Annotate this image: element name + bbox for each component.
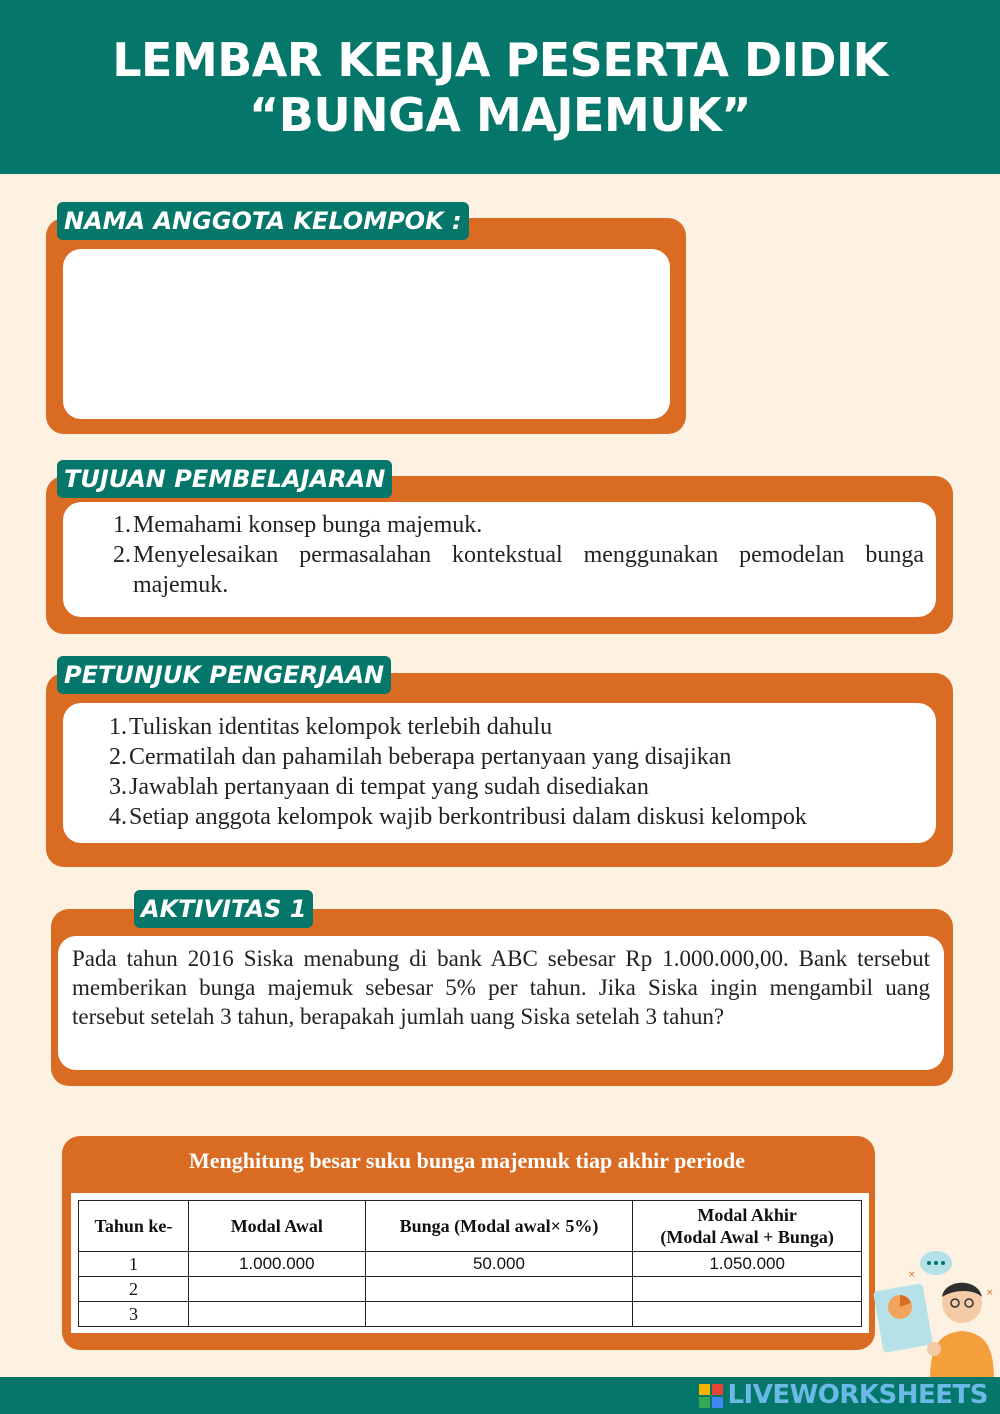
svg-text:×: ×: [908, 1270, 916, 1280]
cell-interest[interactable]: 50.000: [365, 1252, 633, 1277]
cell-final-capital[interactable]: 1.050.000: [633, 1252, 862, 1277]
instruction-item: [101, 802, 926, 832]
instruction-item: [101, 772, 926, 802]
header-year: Tahun ke-: [79, 1201, 189, 1252]
instructions-content: [63, 703, 936, 843]
table-row: [79, 1277, 862, 1302]
cell-interest[interactable]: [365, 1277, 633, 1302]
page-title: [0, 0, 1000, 143]
activity-problem-text: Pada tahun 2016 Siska menabung di bank ABC sebesar Rp 1.000.000,00. Bank tersebut memberikan bunga majemuk sebesar 5% per tahun. Jika Siska ingin mengambil uang tersebut setelah 3 tahun, berapakah jumlah uang Siska setelah 3 tahun?: [72, 946, 930, 1029]
instruction-item: [101, 742, 926, 772]
cell-year: 2: [79, 1277, 189, 1302]
objective-number: 2.: [113, 542, 131, 568]
teacher-illustration: [870, 1245, 998, 1380]
brand-logo: [699, 1377, 988, 1414]
cell-final-capital[interactable]: [633, 1302, 862, 1327]
instruction-number: 1.: [109, 714, 127, 740]
svg-text:×: ×: [986, 1288, 994, 1298]
cell-initial-capital[interactable]: [188, 1302, 365, 1327]
instruction-item: [101, 712, 926, 742]
instruction-text: Setiap anggota kelompok wajib berkontribusi dalam diskusi kelompok: [129, 804, 807, 830]
cell-year: 1: [79, 1252, 189, 1277]
objective-text: Menyelesaikan permasalahan kontekstual menggunakan pemodelan bunga majemuk.: [133, 542, 924, 598]
instruction-number: 3.: [109, 774, 127, 800]
objective-item: [105, 510, 924, 540]
liveworksheets-icon: [699, 1384, 723, 1408]
instruction-text: Cermatilah dan pahamilah beberapa pertanyaan yang disajikan: [129, 744, 732, 770]
objectives-label: TUJUAN PEMBELAJARAN: [57, 460, 392, 498]
table-title: Menghitung besar suku bunga majemuk tiap akhir periode: [188, 1148, 746, 1173]
instructions-list: [101, 712, 926, 832]
table-header-row: [79, 1201, 862, 1252]
interest-table: [78, 1200, 862, 1327]
title-line-2: “BUNGA MAJEMUK”: [249, 88, 751, 142]
members-input[interactable]: [63, 249, 670, 419]
table-row: [79, 1302, 862, 1327]
header-final-capital: [633, 1201, 862, 1252]
page-header: [0, 0, 1000, 174]
cell-year: 3: [79, 1302, 189, 1327]
instruction-text: Jawablah pertanyaan di tempat yang sudah disediakan: [129, 774, 649, 800]
objectives-content: [63, 502, 936, 617]
instruction-number: 2.: [109, 744, 127, 770]
cell-initial-capital[interactable]: 1.000.000: [188, 1252, 365, 1277]
objective-number: 1.: [113, 512, 131, 538]
table-row: [79, 1252, 862, 1277]
objectives-list: [105, 510, 924, 600]
instruction-text: Tuliskan identitas kelompok terlebih dahulu: [129, 714, 553, 740]
objective-text: Memahami konsep bunga majemuk.: [133, 512, 483, 538]
instruction-number: 4.: [109, 804, 127, 830]
header-initial-capital: Modal Awal: [188, 1201, 365, 1252]
cell-interest[interactable]: [365, 1302, 633, 1327]
activity-content: [58, 936, 944, 1070]
cell-initial-capital[interactable]: [188, 1277, 365, 1302]
header-final-line-1: Modal Akhir: [697, 1205, 797, 1225]
activity-label: AKTIVITAS 1: [134, 890, 313, 928]
header-final-line-2: (Modal Awal + Bunga): [660, 1227, 834, 1247]
header-interest: Bunga (Modal awal× 5%): [365, 1201, 633, 1252]
brand-name: LIVEWORKSHEETS: [727, 1380, 988, 1410]
objective-item: [105, 540, 924, 600]
members-label: NAMA ANGGOTA KELOMPOK :: [57, 202, 469, 240]
title-line-1: LEMBAR KERJA PESERTA DIDIK: [112, 33, 888, 87]
cell-final-capital[interactable]: [633, 1277, 862, 1302]
instructions-label: PETUNJUK PENGERJAAN: [57, 656, 391, 694]
